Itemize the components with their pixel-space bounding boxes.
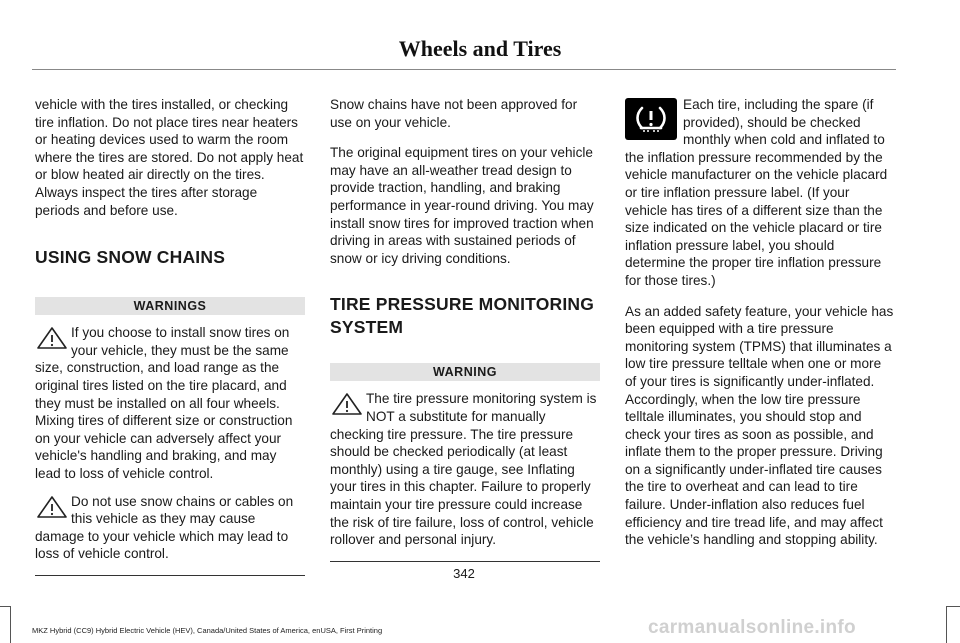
warning-item <box>35 493 305 563</box>
column-right <box>625 96 895 562</box>
warning-label: WARNING <box>330 363 600 381</box>
section-title-line: TIRE PRESSURE MONITORING <box>330 294 595 315</box>
footer-text: MKZ Hybrid (CC9) Hybrid Electric Vehicle (HEV), Canada/United States of America, enUSA, First Printing <box>32 626 383 635</box>
warning-end-rule <box>330 561 600 562</box>
header-divider <box>32 69 896 70</box>
section-title-line: SYSTEM <box>330 317 404 338</box>
page-number: 342 <box>453 566 475 581</box>
paragraph: The original equipment tires on your vehicle may have an all-weather tread design to provide traction, handling, and braking performance in year-round driving. You may install snow tires for improved traction when driving in areas with sustained periods of snow or icy driving conditions. <box>330 145 594 266</box>
warning-triangle-icon <box>330 392 364 416</box>
crop-mark <box>946 606 947 643</box>
tire-pressure-warning-icon <box>625 98 677 140</box>
warning-item <box>330 390 600 548</box>
crop-mark <box>946 606 960 607</box>
paragraph: As an added safety feature, your vehicle has been equipped with a tire pressure monitoring system (TPMS) that illuminates a low tire pressure telltale when one or more of your tires is significantly under-inflated. Accordingly, when the low tire pressure telltale illuminates, you should stop and check your tires as soon as possible, and inflate them to the proper pressure. Driving on a significantly under-inflated tire causes the tire to overheat and can lead to tire failure. Under-inflation also reduces fuel efficiency and tire tread life, and may affect the vehicle’s handling and stopping ability. <box>625 303 894 548</box>
warning-triangle-icon <box>35 495 69 519</box>
warning-triangle-icon <box>35 326 69 350</box>
column-middle <box>330 96 600 562</box>
warning-text: If you choose to install snow tires on your vehicle, they must be the same size, construction, and load range as the original tires listed on the tire placard, and they must be installed on all four wheels. Mixing tires of different size or construction on your vehicle can adversely affect your vehicle's handling and braking, and may lead to loss of vehicle control. <box>35 325 293 481</box>
page-title: Wheels and Tires <box>398 36 562 61</box>
paragraph: Snow chains have not been approved for use on your vehicle. <box>330 97 578 130</box>
warning-item <box>35 324 305 482</box>
warning-text: Do not use snow chains or cables on this vehicle as they may cause damage to your vehicle which may lead to loss of vehicle control. <box>35 493 294 562</box>
watermark: carmanualsonline.info <box>648 617 856 638</box>
section-title-snow-chains: USING SNOW CHAINS <box>35 247 226 268</box>
paragraph: vehicle with the tires installed, or checking tire inflation. Do not place tires near heaters or heating devices used to warm the room where the tires are stored. Do not apply heat or blow heated air directly on the tires. Always inspect the tires after storage periods and before use. <box>35 97 304 218</box>
warning-text: The tire pressure monitoring system is NOT a substitute for manually checking tire pressure. The tire pressure should be checked periodically (at least monthly) using a tire gauge, see Inflating your tires in this chapter. Failure to properly maintain your tire pressure could increase the risk of tire failure, loss of control, vehicle rollover and personal injury. <box>330 391 597 548</box>
crop-mark <box>0 606 10 607</box>
column-left <box>35 96 305 576</box>
warnings-label: WARNINGS <box>35 297 305 315</box>
paragraph-text: Each tire, including the spare (if provided), should be checked monthly when cold and inflated to the inflation pressure recommended by the vehicle manufacturer on the vehicle placard or tire inflation pressure label. (If your vehicle has tires of a different size than the size indicated on the vehicle placard or tire inflation pressure label, you should determine the proper tire inflation pressure for those tires.) <box>625 97 888 288</box>
section-title-tpms <box>330 293 600 339</box>
paragraph-with-icon <box>625 96 895 290</box>
crop-mark <box>10 606 11 643</box>
